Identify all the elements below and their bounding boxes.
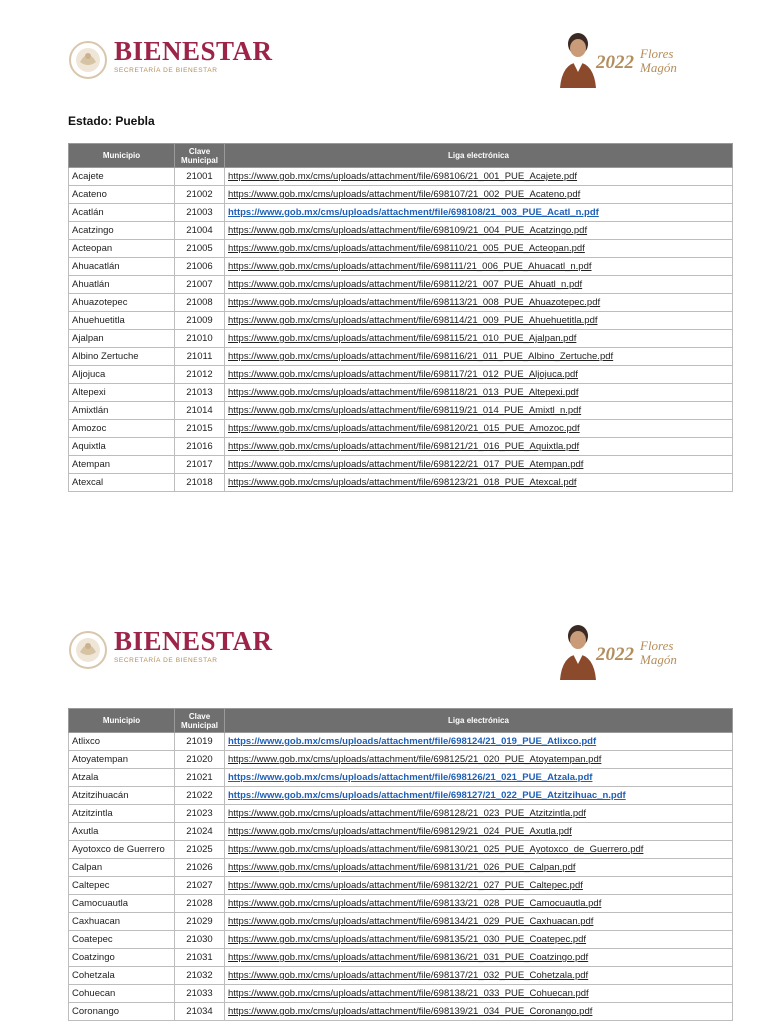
cell-clave: 21011 [175, 348, 225, 366]
table-row [69, 949, 733, 967]
table-row [69, 312, 733, 330]
table-row [69, 769, 733, 787]
cell-municipio: Acteopan [69, 240, 175, 258]
cell-clave: 21022 [175, 787, 225, 805]
cell-municipio: Amixtlán [69, 402, 175, 420]
table-row [69, 823, 733, 841]
cell-link[interactable]: https://www.gob.mx/cms/uploads/attachment/file/698131/21_026_PUE_Calpan.pdf [225, 859, 733, 877]
cell-link[interactable]: https://www.gob.mx/cms/uploads/attachment/file/698133/21_028_PUE_Camocuautla.pdf [225, 895, 733, 913]
municipios-table-2 [68, 708, 733, 1021]
cell-municipio: Ahuazotepec [69, 294, 175, 312]
cell-link[interactable]: https://www.gob.mx/cms/uploads/attachment/file/698138/21_033_PUE_Cohuecan.pdf [225, 985, 733, 1003]
brand-subtitle: SECRETARÍA DE BIENESTAR [114, 67, 218, 74]
municipios-table-1 [68, 143, 733, 492]
estado-heading: Estado: Puebla [68, 114, 155, 128]
cell-link[interactable]: https://www.gob.mx/cms/uploads/attachment/file/698119/21_014_PUE_Amixtl_n.pdf [225, 402, 733, 420]
col-liga: Liga electrónica [225, 709, 733, 733]
cell-municipio: Atzitzihuacán [69, 787, 175, 805]
badge-year: 2022 [596, 52, 634, 73]
cell-municipio: Atzitzintla [69, 805, 175, 823]
cell-municipio: Coatepec [69, 931, 175, 949]
cell-municipio: Ajalpan [69, 330, 175, 348]
badge-flores: Flores [640, 46, 674, 61]
cell-link[interactable]: https://www.gob.mx/cms/uploads/attachment/file/698116/21_011_PUE_Albino_Zertuche.pdf [225, 348, 733, 366]
cell-link[interactable]: https://www.gob.mx/cms/uploads/attachment/file/698122/21_017_PUE_Atempan.pdf [225, 456, 733, 474]
cell-link[interactable]: https://www.gob.mx/cms/uploads/attachment/file/698121/21_016_PUE_Aquixtla.pdf [225, 438, 733, 456]
page-section-2 [0, 620, 768, 1017]
badge-flores: Flores [640, 638, 674, 653]
cell-clave: 21020 [175, 751, 225, 769]
cell-municipio: Ahuehuetitla [69, 312, 175, 330]
cell-municipio: Acatzingo [69, 222, 175, 240]
cell-clave: 21028 [175, 895, 225, 913]
flores-magon-badge [556, 622, 677, 682]
col-clave-line1: Clave [188, 711, 211, 721]
table-row [69, 240, 733, 258]
cell-link[interactable]: https://www.gob.mx/cms/uploads/attachment/file/698110/21_005_PUE_Acteopan.pdf [225, 240, 733, 258]
cell-clave: 21008 [175, 294, 225, 312]
col-clave-line1: Clave [188, 146, 211, 156]
table-row [69, 168, 733, 186]
cell-clave: 21027 [175, 877, 225, 895]
badge-magon: Magón [640, 60, 677, 75]
cell-municipio: Ahuatlán [69, 276, 175, 294]
col-municipio: Municipio [69, 709, 175, 733]
page-header [0, 620, 768, 720]
cell-municipio: Calpan [69, 859, 175, 877]
cell-link[interactable]: https://www.gob.mx/cms/uploads/attachment/file/698126/21_021_PUE_Atzala.pdf [225, 769, 733, 787]
cell-clave: 21005 [175, 240, 225, 258]
table-row [69, 859, 733, 877]
cell-clave: 21016 [175, 438, 225, 456]
coat-of-arms-icon [68, 36, 108, 84]
table-row [69, 276, 733, 294]
cell-link[interactable]: https://www.gob.mx/cms/uploads/attachment/file/698115/21_010_PUE_Ajalpan.pdf [225, 330, 733, 348]
table-row [69, 366, 733, 384]
cell-clave: 21017 [175, 456, 225, 474]
cell-clave: 21029 [175, 913, 225, 931]
cell-clave: 21009 [175, 312, 225, 330]
cell-link[interactable]: https://www.gob.mx/cms/uploads/attachment/file/698129/21_024_PUE_Axutla.pdf [225, 823, 733, 841]
cell-municipio: Atempan [69, 456, 175, 474]
cell-link[interactable]: https://www.gob.mx/cms/uploads/attachment/file/698112/21_007_PUE_Ahuatl_n.pdf [225, 276, 733, 294]
cell-municipio: Aljojuca [69, 366, 175, 384]
table-row [69, 294, 733, 312]
cell-clave: 21034 [175, 1003, 225, 1021]
cell-municipio: Atoyatempan [69, 751, 175, 769]
cell-clave: 21032 [175, 967, 225, 985]
cell-municipio: Ayotoxco de Guerrero [69, 841, 175, 859]
flores-magon-badge [556, 30, 677, 90]
table-row [69, 967, 733, 985]
bienestar-logo [68, 626, 273, 674]
table-header-row [69, 144, 733, 168]
table-row [69, 258, 733, 276]
cell-link[interactable]: https://www.gob.mx/cms/uploads/attachment/file/698114/21_009_PUE_Ahuehuetitla.pdf [225, 312, 733, 330]
cell-clave: 21015 [175, 420, 225, 438]
cell-municipio: Axutla [69, 823, 175, 841]
cell-link[interactable]: https://www.gob.mx/cms/uploads/attachment/file/698125/21_020_PUE_Atoyatempan.pdf [225, 751, 733, 769]
cell-clave: 21021 [175, 769, 225, 787]
table-row [69, 330, 733, 348]
cell-clave: 21004 [175, 222, 225, 240]
table-row [69, 751, 733, 769]
table-row [69, 348, 733, 366]
cell-clave: 21001 [175, 168, 225, 186]
badge-year: 2022 [596, 644, 634, 665]
cell-link[interactable]: https://www.gob.mx/cms/uploads/attachment/file/698118/21_013_PUE_Altepexi.pdf [225, 384, 733, 402]
cell-municipio: Aquixtla [69, 438, 175, 456]
cell-clave: 21024 [175, 823, 225, 841]
col-liga: Liga electrónica [225, 144, 733, 168]
cell-link[interactable]: https://www.gob.mx/cms/uploads/attachment/file/698113/21_008_PUE_Ahuazotepec.pdf [225, 294, 733, 312]
table-row [69, 420, 733, 438]
cell-municipio: Altepexi [69, 384, 175, 402]
cell-link[interactable]: https://www.gob.mx/cms/uploads/attachment/file/698130/21_025_PUE_Ayotoxco_de_Guerrero.pdf [225, 841, 733, 859]
cell-clave: 21003 [175, 204, 225, 222]
table-row [69, 841, 733, 859]
col-clave [175, 144, 225, 168]
cell-link[interactable]: https://www.gob.mx/cms/uploads/attachment/file/698123/21_018_PUE_Atexcal.pdf [225, 474, 733, 492]
page-header [0, 0, 768, 100]
cell-clave: 21030 [175, 931, 225, 949]
cell-link[interactable]: https://www.gob.mx/cms/uploads/attachment/file/698135/21_030_PUE_Coatepec.pdf [225, 931, 733, 949]
table-row [69, 733, 733, 751]
cell-municipio: Atzala [69, 769, 175, 787]
cell-link[interactable]: https://www.gob.mx/cms/uploads/attachment/file/698134/21_029_PUE_Caxhuacan.pdf [225, 913, 733, 931]
cell-municipio: Ahuacatlán [69, 258, 175, 276]
cell-link[interactable]: https://www.gob.mx/cms/uploads/attachment/file/698139/21_034_PUE_Coronango.pdf [225, 1003, 733, 1021]
table-row [69, 895, 733, 913]
cell-link[interactable]: https://www.gob.mx/cms/uploads/attachment/file/698128/21_023_PUE_Atzitzintla.pdf [225, 805, 733, 823]
table-header-row [69, 709, 733, 733]
cell-municipio: Camocuautla [69, 895, 175, 913]
cell-clave: 21014 [175, 402, 225, 420]
cell-link[interactable]: https://www.gob.mx/cms/uploads/attachment/file/698136/21_031_PUE_Coatzingo.pdf [225, 949, 733, 967]
cell-link[interactable]: https://www.gob.mx/cms/uploads/attachment/file/698132/21_027_PUE_Caltepec.pdf [225, 877, 733, 895]
cell-municipio: Coronango [69, 1003, 175, 1021]
page-section-1 [0, 0, 768, 488]
col-municipio: Municipio [69, 144, 175, 168]
cell-clave: 21013 [175, 384, 225, 402]
cell-link[interactable]: https://www.gob.mx/cms/uploads/attachment/file/698107/21_002_PUE_Acateno.pdf [225, 186, 733, 204]
cell-clave: 21018 [175, 474, 225, 492]
cell-link[interactable]: https://www.gob.mx/cms/uploads/attachment/file/698106/21_001_PUE_Acajete.pdf [225, 168, 733, 186]
col-clave-line2: Municipal [181, 720, 218, 730]
table-row [69, 204, 733, 222]
cell-municipio: Acateno [69, 186, 175, 204]
cell-clave: 21012 [175, 366, 225, 384]
table-row [69, 186, 733, 204]
cell-link[interactable]: https://www.gob.mx/cms/uploads/attachment/file/698109/21_004_PUE_Acatzingo.pdf [225, 222, 733, 240]
cell-municipio: Atlixco [69, 733, 175, 751]
cell-clave: 21031 [175, 949, 225, 967]
cell-municipio: Cohuecan [69, 985, 175, 1003]
cell-municipio: Albino Zertuche [69, 348, 175, 366]
table-row [69, 384, 733, 402]
cell-clave: 21002 [175, 186, 225, 204]
cell-link[interactable]: https://www.gob.mx/cms/uploads/attachment/file/698127/21_022_PUE_Atzitzihuac_n.pdf [225, 787, 733, 805]
table-row [69, 402, 733, 420]
cell-link[interactable]: https://www.gob.mx/cms/uploads/attachment/file/698137/21_032_PUE_Cohetzala.pdf [225, 967, 733, 985]
cell-clave: 21007 [175, 276, 225, 294]
cell-municipio: Caltepec [69, 877, 175, 895]
bienestar-logo [68, 36, 273, 84]
table-row [69, 877, 733, 895]
badge-magon: Magón [640, 652, 677, 667]
cell-clave: 21033 [175, 985, 225, 1003]
cell-clave: 21025 [175, 841, 225, 859]
table-row [69, 985, 733, 1003]
table-row [69, 438, 733, 456]
cell-clave: 21019 [175, 733, 225, 751]
brand-title: BIENESTAR [114, 626, 273, 656]
cell-link[interactable]: https://www.gob.mx/cms/uploads/attachment/file/698108/21_003_PUE_Acatl_n.pdf [225, 204, 733, 222]
cell-clave: 21010 [175, 330, 225, 348]
cell-clave: 21023 [175, 805, 225, 823]
cell-link[interactable]: https://www.gob.mx/cms/uploads/attachment/file/698124/21_019_PUE_Atlixco.pdf [225, 733, 733, 751]
coat-of-arms-icon [68, 626, 108, 674]
brand-title: BIENESTAR [114, 36, 273, 66]
table-row [69, 787, 733, 805]
table-row [69, 805, 733, 823]
cell-municipio: Acatlán [69, 204, 175, 222]
portrait-icon [556, 622, 600, 682]
cell-clave: 21026 [175, 859, 225, 877]
cell-municipio: Coatzingo [69, 949, 175, 967]
table-row [69, 931, 733, 949]
table-row [69, 474, 733, 492]
cell-municipio: Acajete [69, 168, 175, 186]
table-row [69, 222, 733, 240]
cell-link[interactable]: https://www.gob.mx/cms/uploads/attachment/file/698111/21_006_PUE_Ahuacatl_n.pdf [225, 258, 733, 276]
cell-clave: 21006 [175, 258, 225, 276]
cell-municipio: Cohetzala [69, 967, 175, 985]
cell-municipio: Atexcal [69, 474, 175, 492]
cell-link[interactable]: https://www.gob.mx/cms/uploads/attachment/file/698120/21_015_PUE_Amozoc.pdf [225, 420, 733, 438]
brand-subtitle: SECRETARÍA DE BIENESTAR [114, 657, 218, 664]
col-clave-line2: Municipal [181, 155, 218, 165]
table-row [69, 913, 733, 931]
cell-municipio: Caxhuacan [69, 913, 175, 931]
cell-link[interactable]: https://www.gob.mx/cms/uploads/attachment/file/698117/21_012_PUE_Aljojuca.pdf [225, 366, 733, 384]
cell-municipio: Amozoc [69, 420, 175, 438]
table-row [69, 1003, 733, 1021]
table-row [69, 456, 733, 474]
portrait-icon [556, 30, 600, 90]
col-clave [175, 709, 225, 733]
